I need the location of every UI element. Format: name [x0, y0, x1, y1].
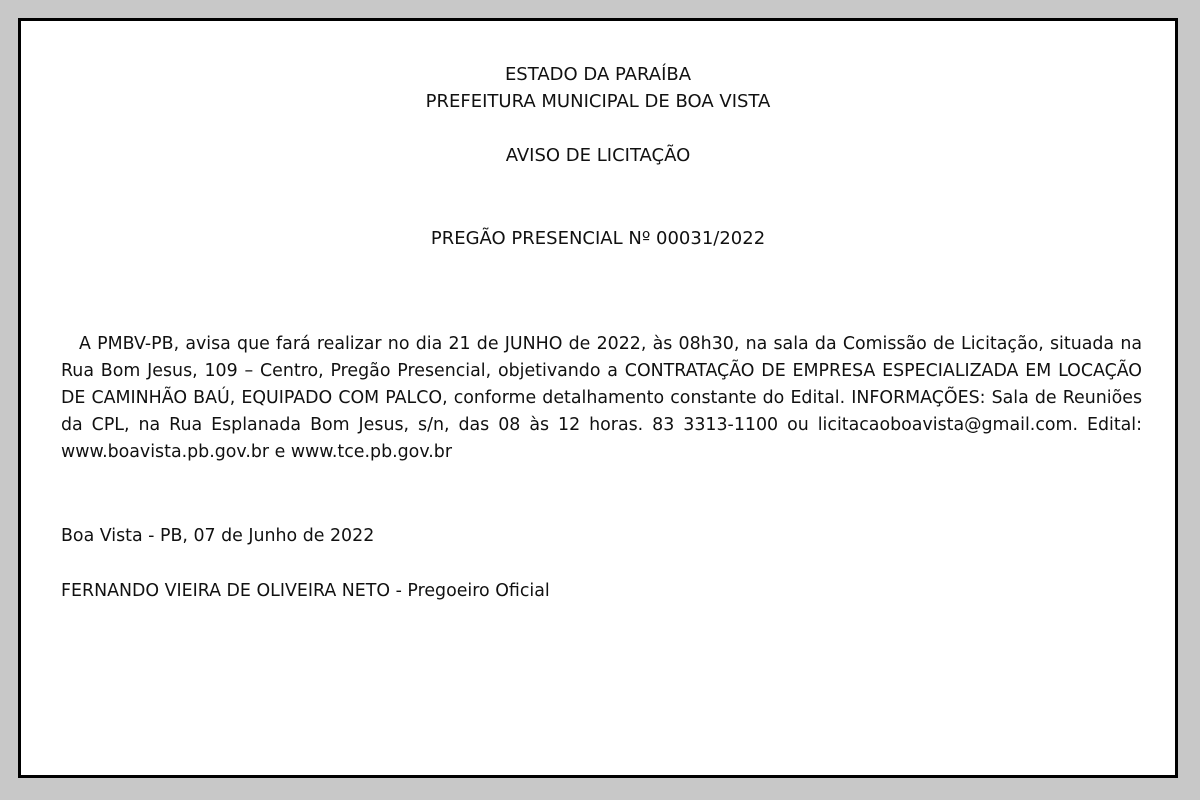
municipality-heading: PREFEITURA MUNICIPAL DE BOA VISTA — [425, 91, 771, 112]
tender-number: PREGÃO PRESENCIAL Nº 00031/2022 — [430, 228, 766, 249]
state-heading: ESTADO DA PARAÍBA — [504, 64, 692, 85]
notice-page — [18, 18, 1178, 778]
notice-title: AVISO DE LICITAÇÃO — [505, 145, 691, 166]
signature-line: FERNANDO VIEIRA DE OLIVEIRA NETO - Pregoeiro Oficial — [61, 581, 550, 601]
place-date: Boa Vista - PB, 07 de Junho de 2022 — [61, 526, 375, 546]
notice-body: A PMBV-PB, avisa que fará realizar no dia 21 de JUNHO de 2022, às 08h30, na sala da Comissão de Licitação, situada na Rua Bom Jesus, 109 – Centro, Pregão Presencial, objetivando a CONTRATAÇÃO DE EMPRESA ESPECIALIZADA EM LOCAÇÃO DE CAMINHÃO BAÚ, EQUIPADO COM PALCO, conforme detalhamento constante do Edital. INFORMAÇÕES: Sala de Reuniões da CPL, na Rua Esplanada Bom Jesus, s/n, das 08 às 12 horas. 83 3313-1100 ou licitacaoboavista@gmail.com. Edital: www.boavista.pb.gov.br e www.tce.pb.gov.br — [61, 334, 1142, 462]
